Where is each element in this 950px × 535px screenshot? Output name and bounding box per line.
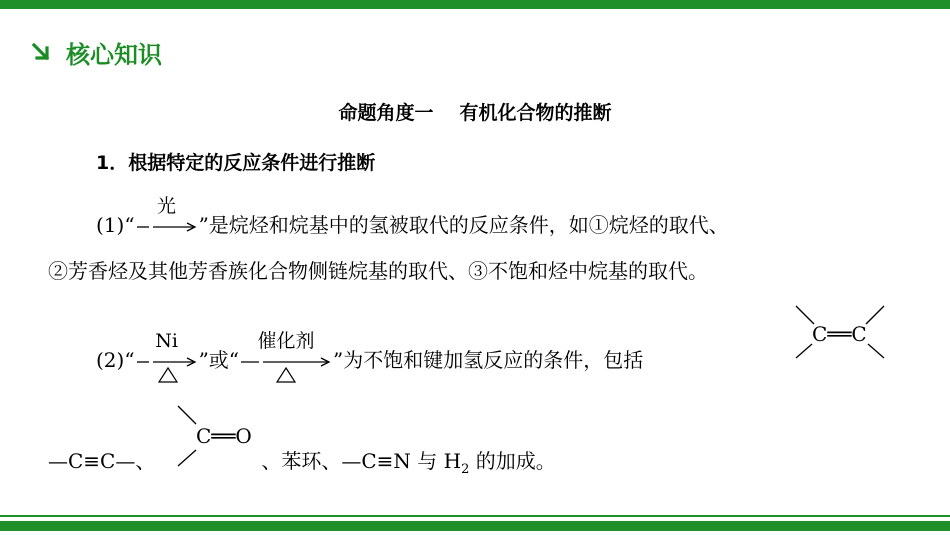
subtitle — [0, 98, 950, 125]
heat-triangle-icon — [275, 366, 297, 384]
bottom-thin-bar — [0, 515, 950, 517]
catalyst-condition: 催化剂 — [257, 329, 315, 352]
para2-line1 — [96, 329, 644, 373]
para1-suffix: ”是烷烃和烷基中的氢被取代的反应条件，如①烷烃的取代、 — [198, 213, 729, 237]
para2-mid: ”或“ — [198, 348, 240, 372]
para2-suffix: ”为不饱和键加氢反应的条件，包括 — [333, 348, 644, 372]
carbonyl-label: C══O — [196, 424, 252, 448]
para2-tail-end: 的加成。 — [469, 449, 556, 473]
alkene-structure — [790, 300, 890, 380]
light-arrow — [135, 194, 199, 237]
subtitle-right: 有机化合物的推断 — [459, 102, 612, 124]
ni-arrow — [135, 329, 199, 372]
para1-line1 — [96, 194, 729, 238]
para1-line2: ②芳香烃及其他芳香族化合物侧链烷基的取代、③不饱和烃中烷基的取代。 — [48, 259, 708, 283]
subtitle-left: 命题角度一 — [338, 102, 434, 124]
reaction-arrow-icon — [135, 217, 199, 237]
light-condition: 光 — [157, 194, 177, 217]
point-title: 1．根据特定的反应条件进行推断 — [96, 152, 376, 174]
arrow-down-right-icon — [30, 41, 52, 63]
bottom-accent-bar — [0, 521, 950, 531]
heading-text: 核心知识 — [66, 40, 162, 69]
heat-triangle-icon — [157, 366, 179, 384]
para2-prefix: (2)“ — [96, 348, 135, 372]
top-accent-bar — [0, 0, 950, 9]
alkyne-text: —C≡C—、 — [48, 449, 156, 473]
h2-subscript: 2 — [461, 462, 470, 477]
alkene-label: C══C — [812, 322, 867, 346]
para2-line2 — [48, 448, 556, 483]
para1-prefix: (1)“ — [96, 213, 135, 237]
ni-condition: Ni — [155, 329, 178, 352]
para2-tail: 、苯环、—C≡N 与 H — [261, 449, 462, 473]
catalyst-arrow — [239, 329, 333, 372]
section-heading — [30, 36, 162, 68]
carbonyl-structure — [172, 400, 272, 476]
